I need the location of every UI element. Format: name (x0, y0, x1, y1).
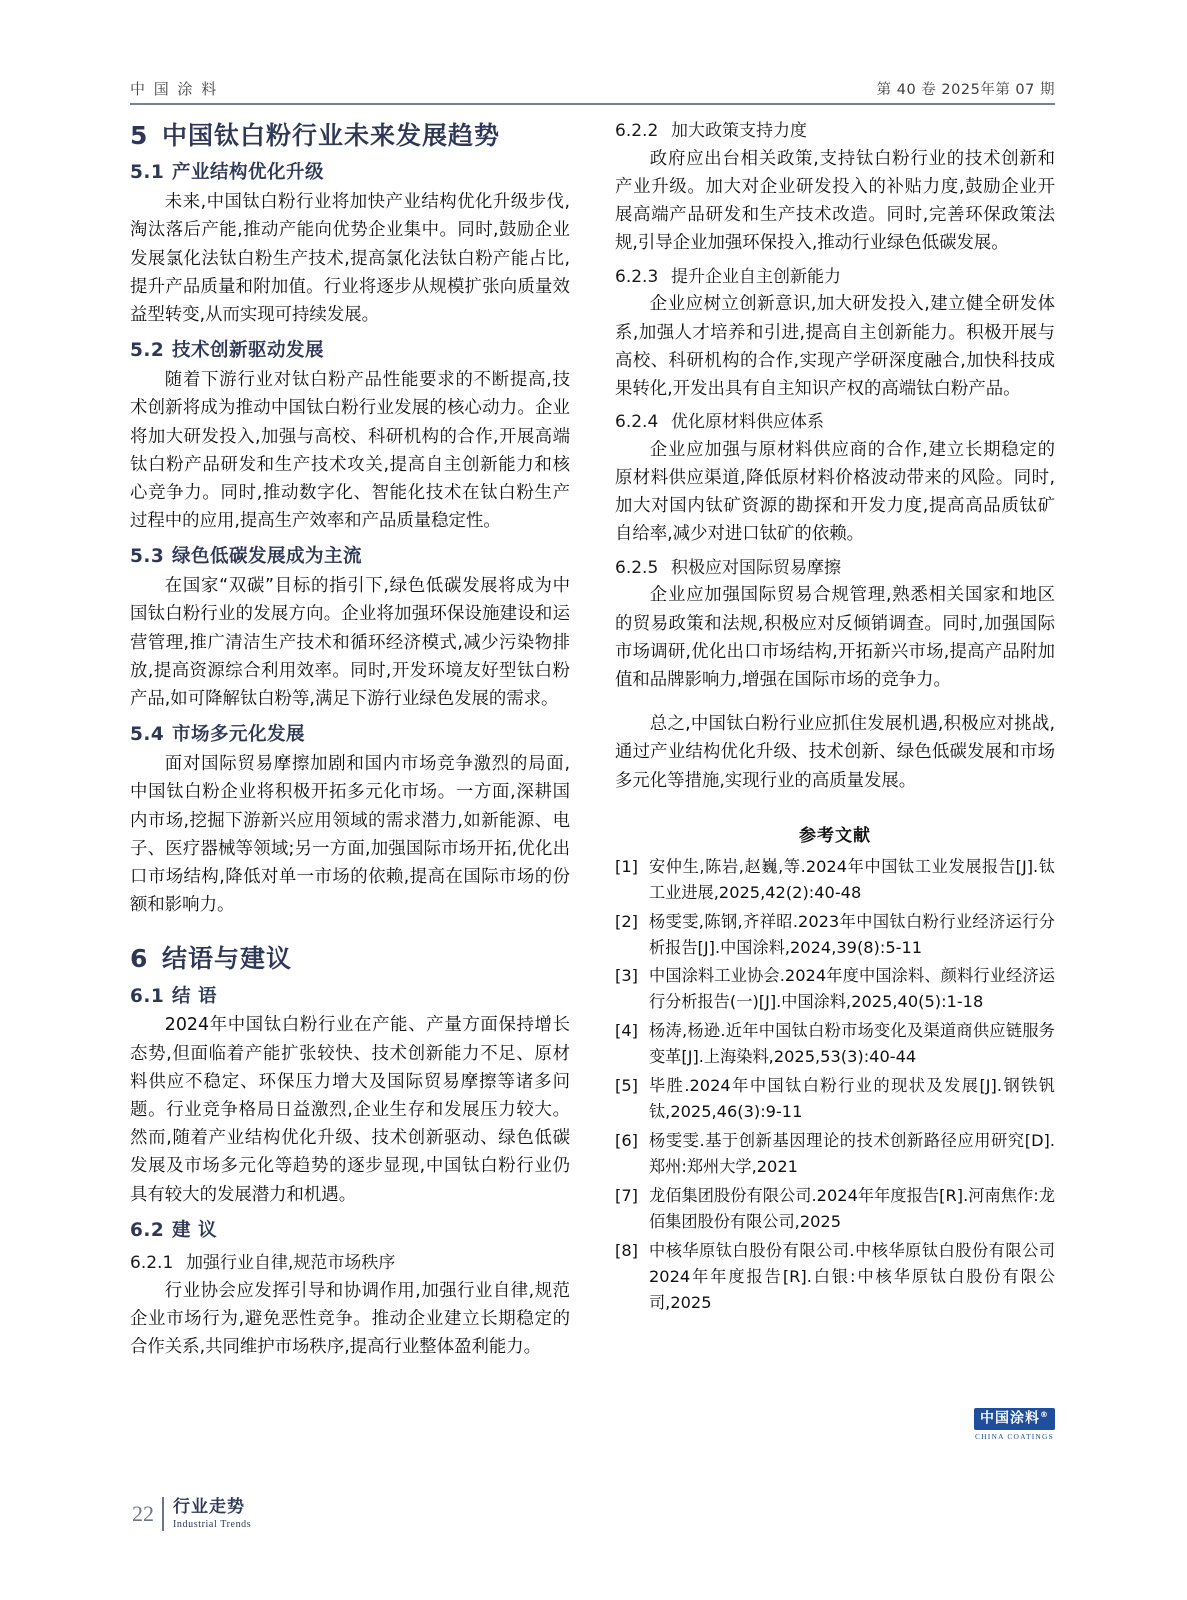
subsection-title-5-2: 技术创新驱动发展 (172, 340, 325, 362)
reference-tag: [3] (615, 966, 638, 986)
paragraph-5-3: 在国家“双碳”目标的指引下,绿色低碳发展将成为中国钛白粉行业的发展方向。企业将加强环保设施建设和运营管理,推广清洁生产技术和循环经济模式,减少污染物排放,提高资源综合利用效率。同时,开发环境友好型钛白粉产品,如可降解钛白粉等,满足下游行业绿色发展的需求。 (130, 576, 570, 709)
publisher-logo (974, 1408, 1055, 1440)
subsection-title-5-1: 产业结构优化升级 (172, 162, 325, 184)
reference-text: 毕胜.2024年中国钛白粉行业的现状及发展[J].钢铁钒钛,2025,46(3):9-11 (649, 1076, 1055, 1122)
subsubsection-title-6-2-3: 提升企业自主创新能力 (671, 266, 841, 287)
references-heading: 参考文献 (799, 825, 871, 846)
subsubsection-title-6-2-4: 优化原材料供应体系 (671, 412, 824, 433)
reference-item (615, 909, 1055, 961)
paragraph-5-2: 随着下游行业对钛白粉产品性能要求的不断提高,技术创新将成为推动中国钛白粉行业发展的核心动力。企业将加大研发投入,加强与高校、科研机构的合作,开展高端钛白粉产品研发和生产技术攻关,提高自主创新能力和核心竞争力。同时,推动数字化、智能化技术在钛白粉生产过程中的应用,提高生产效率和产品质量稳定性。 (130, 370, 570, 532)
paragraph-6-2-2: 政府应出台相关政策,支持钛白粉行业的技术创新和产业升级。加大对企业研发投入的补贴力度,鼓励企业开展高端产品研发和生产技术改造。同时,完善环保政策法规,引导企业加强环保投入,推动行业绿色低碳发展。 (615, 148, 1055, 254)
subsection-number-5-1: 5.1 (130, 162, 165, 184)
subsubsection-title-6-2-5: 积极应对国际贸易摩擦 (671, 557, 841, 578)
reference-item (615, 963, 1055, 1015)
paragraph-6-1: 2024年中国钛白粉行业在产能、产量方面保持增长态势,但面临着产能扩张较快、技术创新能力不足、原材料供应不稳定、环保压力增大及国际贸易摩擦等诸多问题。行业竞争格局日益激烈,企业生存和发展压力较大。然而,随着产业结构优化升级、技术创新驱动、绿色低碳发展及市场多元化等趋势的逐步显现,中国钛白粉行业仍具有较大的发展潜力和机遇。 (130, 1015, 570, 1205)
subsection-title-6-1: 结 语 (172, 985, 217, 1007)
reference-tag: [8] (615, 1240, 638, 1260)
paragraph-6-2-1: 行业协会应发挥引导和协调作用,加强行业自律,规范企业市场行为,避免恶性竞争。推动企业建立长期稳定的合作关系,共同维护市场秩序,提高行业整体盈利能力。 (130, 1280, 570, 1357)
trademark-icon: ® (1040, 1410, 1049, 1419)
paragraph-6-2-4: 企业应加强与原材料供应商的合作,建立长期稳定的原材料供应渠道,降低原材料价格波动带来的风险。同时,加大对国内钛矿资源的勘探和开发力度,提高高品质钛矿自给率,减少对进口钛矿的依赖。 (615, 439, 1055, 545)
subsubsection-number-6-2-1: 6.2.1 (130, 1252, 174, 1273)
subsection-heading-6-2 (130, 1219, 570, 1244)
issue-info: 第 40 卷 2025年第 07 期 (876, 82, 1055, 98)
paragraph-6-2-3: 企业应树立创新意识,加大研发投入,建立健全研发体系,加强人才培养和引进,提高自主创新能力。积极开展与高校、科研机构的合作,实现产学研深度融合,加快科技成果转化,开发出具有自主知识产权的高端钛白粉产品。 (615, 294, 1055, 399)
subsubsection-title-6-2-2: 加大政策支持力度 (671, 121, 807, 141)
subsection-number-6-2: 6.2 (130, 1219, 165, 1241)
section-number-6: 6 (130, 944, 149, 974)
subsection-number-5-3: 5.3 (130, 546, 165, 568)
footer-section (173, 1498, 251, 1530)
reference-tag: [7] (615, 1185, 638, 1205)
subsection-title-5-3: 绿色低碳发展成为主流 (172, 546, 363, 568)
references-list (615, 854, 1055, 1316)
paragraph-6-2-5: 企业应加强国际贸易合规管理,熟悉相关国家和地区的贸易政策和法规,积极应对反倾销调查。同时,加强国际市场调研,优化出口市场结构,开拓新兴市场,提高产品附加值和品牌影响力,增强在国际市场的竞争力。 (615, 585, 1055, 690)
subsection-number-5-4: 5.4 (130, 724, 165, 746)
logo-mark (974, 1408, 1055, 1430)
subsection-heading-5-4 (130, 723, 570, 748)
left-column (130, 120, 570, 1361)
reference-text: 杨雯雯.基于创新基因理论的技术创新路径应用研究[D].郑州:郑州大学,2021 (649, 1130, 1055, 1176)
section-number-5: 5 (130, 121, 149, 150)
reference-item (615, 1128, 1055, 1180)
footer-section-cn: 行业走势 (173, 1497, 245, 1518)
reference-tag: [2] (615, 911, 638, 931)
reference-item (615, 1073, 1055, 1125)
section-title-5: 中国钛白粉行业未来发展趋势 (162, 121, 501, 150)
subsection-number-6-1: 6.1 (130, 985, 165, 1007)
section-heading-6 (130, 943, 570, 974)
footer-section-en: Industrial Trends (173, 1518, 252, 1530)
section-heading-5 (130, 120, 570, 151)
paragraph-5-1: 未来,中国钛白粉行业将加快产业结构优化升级步伐,淘汰落后产能,推动产能向优势企业集中。同时,鼓励企业发展氯化法钛白粉生产技术,提高氯化法钛白粉产能占比,提升产品质量和附加值。行业将逐步从规模扩张向质量效益型转变,从而实现可持续发展。 (130, 192, 570, 325)
section-title-6: 结语与建议 (162, 944, 293, 974)
subsection-heading-5-1 (130, 161, 570, 186)
page-footer (132, 1497, 251, 1531)
subsection-title-6-2: 建 议 (172, 1219, 217, 1241)
subsubsection-title-6-2-1: 加强行业自律,规范市场秩序 (186, 1252, 396, 1273)
logo-english: CHINA COATINGS (974, 1431, 1055, 1441)
subsection-title-5-4: 市场多元化发展 (172, 724, 306, 746)
page-number: 22 (132, 1501, 154, 1526)
reference-text: 龙佰集团股份有限公司.2024年年度报告[R].河南焦作:龙佰集团股份有限公司,2025 (649, 1185, 1055, 1231)
reference-item (615, 854, 1055, 906)
paragraph-5-4: 面对国际贸易摩擦加剧和国内市场竞争激烈的局面,中国钛白粉企业将积极开拓多元化市场。一方面,深耕国内市场,挖掘下游新兴应用领域的需求潜力,如新能源、电子、医疗器械等领域;另一方面,加强国际市场开拓,优化出口市场结构,降低对单一市场的依赖,提高在国际市场的份额和影响力。 (130, 754, 570, 916)
subsubsection-number-6-2-2: 6.2.2 (615, 121, 659, 141)
reference-text: 杨雯雯,陈钢,齐祥昭.2023年中国钛白粉行业经济运行分析报告[J].中国涂料,2024,39(8):5-11 (649, 911, 1055, 957)
subsubsection-number-6-2-5: 6.2.5 (615, 557, 659, 578)
subsubsection-heading-6-2-4 (615, 411, 1055, 435)
reference-item (615, 1018, 1055, 1070)
reference-tag: [6] (615, 1130, 638, 1150)
reference-item (615, 1183, 1055, 1235)
subsection-heading-5-3 (130, 545, 570, 570)
subsubsection-number-6-2-4: 6.2.4 (615, 412, 659, 433)
subsubsection-heading-6-2-3 (615, 266, 1055, 290)
reference-tag: [1] (615, 856, 638, 876)
closing-paragraph: 总之,中国钛白粉行业应抓住发展机遇,积极应对挑战,通过产业结构优化升级、技术创新、绿色低碳发展和市场多元化等措施,实现行业的高质量发展。 (615, 714, 1055, 791)
reference-text: 安仲生,陈岩,赵巍,等.2024年中国钛工业发展报告[J].钛工业进展,2025,42(2):40-48 (649, 856, 1055, 902)
subsubsection-heading-6-2-1 (130, 1252, 570, 1276)
subsection-heading-6-1 (130, 985, 570, 1010)
subsection-heading-5-2 (130, 339, 570, 364)
journal-name: 中 国 涂 料 (130, 80, 219, 98)
subsection-number-5-2: 5.2 (130, 340, 165, 362)
subsubsection-number-6-2-3: 6.2.3 (615, 266, 659, 287)
reference-tag: [5] (615, 1076, 638, 1096)
running-head (130, 78, 1055, 99)
reference-item (615, 1238, 1055, 1316)
reference-tag: [4] (615, 1021, 638, 1041)
header-divider (130, 103, 1055, 105)
footer-divider (162, 1497, 164, 1531)
reference-text: 杨涛,杨逊.近年中国钛白粉市场变化及渠道商供应链服务变革[J].上海染料,2025,53(3):40-44 (649, 1021, 1055, 1067)
right-column (615, 120, 1055, 1318)
subsubsection-heading-6-2-5 (615, 557, 1055, 581)
reference-text: 中核华原钛白股份有限公司.中核华原钛白股份有限公司2024年年度报告[R].白银:中核华原钛白股份有限公司,2025 (649, 1240, 1055, 1312)
subsubsection-heading-6-2-2 (615, 120, 1055, 144)
reference-text: 中国涂料工业协会.2024年度中国涂料、颜料行业经济运行分析报告(一)[J].中国涂料,2025,40(5):1-18 (649, 966, 1055, 1012)
logo-mark-text: 中国涂料 (980, 1410, 1040, 1427)
